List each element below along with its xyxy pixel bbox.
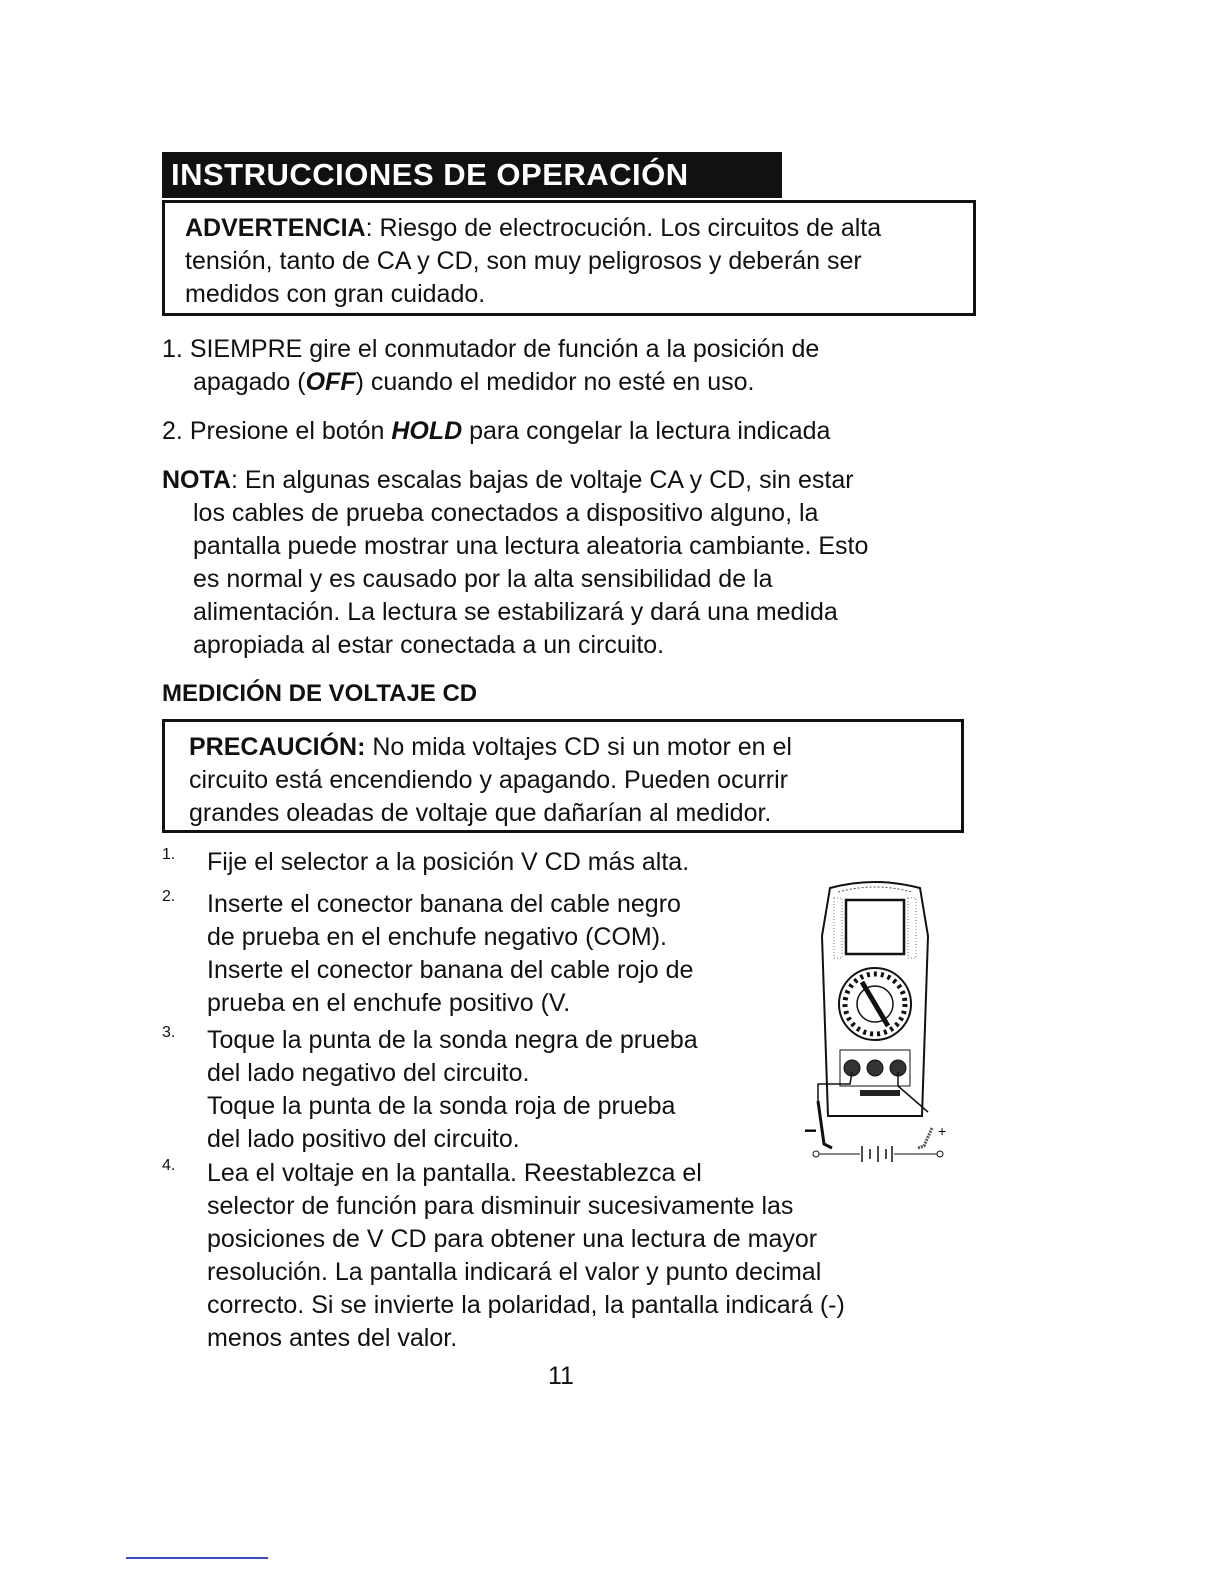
- caution-label: PRECAUCIÓN:: [189, 733, 366, 761]
- step-text: posiciones de V CD para obtener una lectura de mayor: [207, 1225, 818, 1253]
- step-text: SIEMPRE gire el conmutador de función a la posición de: [189, 335, 820, 363]
- off-keyword: OFF: [305, 368, 356, 396]
- dc-step-4: [162, 1157, 942, 1355]
- step-text: Lea el voltaje en la pantalla. Reestablezca el: [207, 1159, 702, 1187]
- minus-sign: −: [804, 1118, 817, 1143]
- caution-text: circuito está encendiendo y apagando. Pueden ocurrir: [189, 766, 789, 794]
- step-text: Toque la punta de la sonda negra de prueba: [207, 1026, 698, 1054]
- terminal-positive: [937, 1151, 943, 1157]
- step-text: resolución. La pantalla indicará el valor y punto decimal: [207, 1258, 822, 1286]
- general-step-2: [162, 415, 830, 448]
- dc-step-3: [162, 1024, 782, 1156]
- step-text: menos antes del valor.: [207, 1324, 458, 1352]
- step-number: 1.: [162, 335, 183, 363]
- step-text: Inserte el conector banana del cable negro: [207, 890, 681, 918]
- note-text: los cables de prueba conectados a dispositivo alguno, la: [193, 499, 819, 527]
- step-text: de prueba en el enchufe negativo (COM).: [207, 923, 667, 951]
- red-probe: [918, 1128, 932, 1148]
- warning-label: ADVERTENCIA: [185, 214, 366, 242]
- terminal-negative: [813, 1151, 819, 1157]
- hold-keyword: HOLD: [391, 417, 463, 445]
- general-step-1: [162, 333, 819, 399]
- caution-text: grandes oleadas de voltaje que dañarían al medidor.: [189, 799, 772, 827]
- warning-text-3: medidos con gran cuidado.: [185, 280, 486, 308]
- step-text: ) cuando el medidor no esté en uso.: [355, 368, 755, 396]
- step-text: del lado negativo del circuito.: [207, 1059, 530, 1087]
- note-text: alimentación. La lectura se estabilizará y dará una medida: [193, 598, 838, 626]
- note-text: apropiada al estar conectada a un circuito.: [193, 631, 665, 659]
- note-text: es normal y es causado por la alta sensibilidad de la: [193, 565, 773, 593]
- lcd-display: [846, 900, 904, 954]
- caution-text: No mida voltajes CD si un motor en el: [372, 733, 792, 761]
- caution-box: [162, 719, 964, 833]
- step-text: para congelar la lectura indicada: [462, 417, 831, 445]
- note-text: En algunas escalas bajas de voltaje CA y CD, sin estar: [244, 466, 854, 494]
- section-heading: MEDICIÓN DE VOLTAJE CD: [162, 680, 478, 707]
- step-text: Presione el botón: [189, 417, 392, 445]
- page-number: 11: [548, 1362, 574, 1390]
- step-text: del lado positivo del circuito.: [207, 1125, 520, 1153]
- page-title: INSTRUCCIONES DE OPERACIÓN: [162, 152, 782, 198]
- step-text: Fije el selector a la posición V CD más alta.: [207, 848, 690, 876]
- warning-text-1: Riesgo de electrocución. Los circuitos de alta: [379, 214, 882, 242]
- jack-icon: [867, 1060, 883, 1076]
- step-number: 2.: [162, 888, 176, 905]
- step-number: 2.: [162, 417, 183, 445]
- step-text: prueba en el enchufe positivo (V.: [207, 989, 571, 1017]
- step-number: 3.: [162, 1024, 176, 1041]
- step-text: selector de función para disminuir sucesivamente las: [207, 1192, 794, 1220]
- warning-box: ADVERTENCIA: Riesgo de electrocución. Los circuitos de alta tensión, tanto de CA y CD, son muy peligrosos y deberán ser medidos con gran cuidado.: [162, 200, 976, 316]
- plus-sign: +: [938, 1123, 947, 1139]
- step-text: correcto. Si se invierte la polaridad, la pantalla indicará (-): [207, 1291, 845, 1319]
- dc-step-1: [162, 846, 782, 879]
- step-number: 4.: [162, 1157, 176, 1174]
- note-block: NOTA: En algunas escalas bajas de voltaje CA y CD, sin estar los cables de prueba conectados a dispositivo alguno, la pantalla puede mostrar una lectura aleatoria cambiante. Esto es normal y es causado por la alta sensibilidad de la alimentación. La lectura se estabilizará y dará una medida apropiada al estar conectada a un circuito.: [162, 464, 868, 662]
- step-text: apagado (: [193, 368, 306, 396]
- multimeter-illustration: [800, 876, 950, 1166]
- note-text: pantalla puede mostrar una lectura aleatoria cambiante. Esto: [193, 532, 869, 560]
- warning-text-2: tensión, tanto de CA y CD, son muy peligrosos y deberán ser: [185, 247, 862, 275]
- dc-step-2: [162, 888, 782, 1020]
- step-text: Inserte el conector banana del cable rojo de: [207, 956, 694, 984]
- battery-symbol: [862, 1146, 892, 1162]
- meter-label-strip: [860, 1090, 900, 1096]
- step-text: Toque la punta de la sonda roja de prueba: [207, 1092, 676, 1120]
- footer-rule: [126, 1557, 268, 1559]
- note-label: NOTA: [162, 466, 231, 494]
- step-number: 1.: [162, 846, 176, 863]
